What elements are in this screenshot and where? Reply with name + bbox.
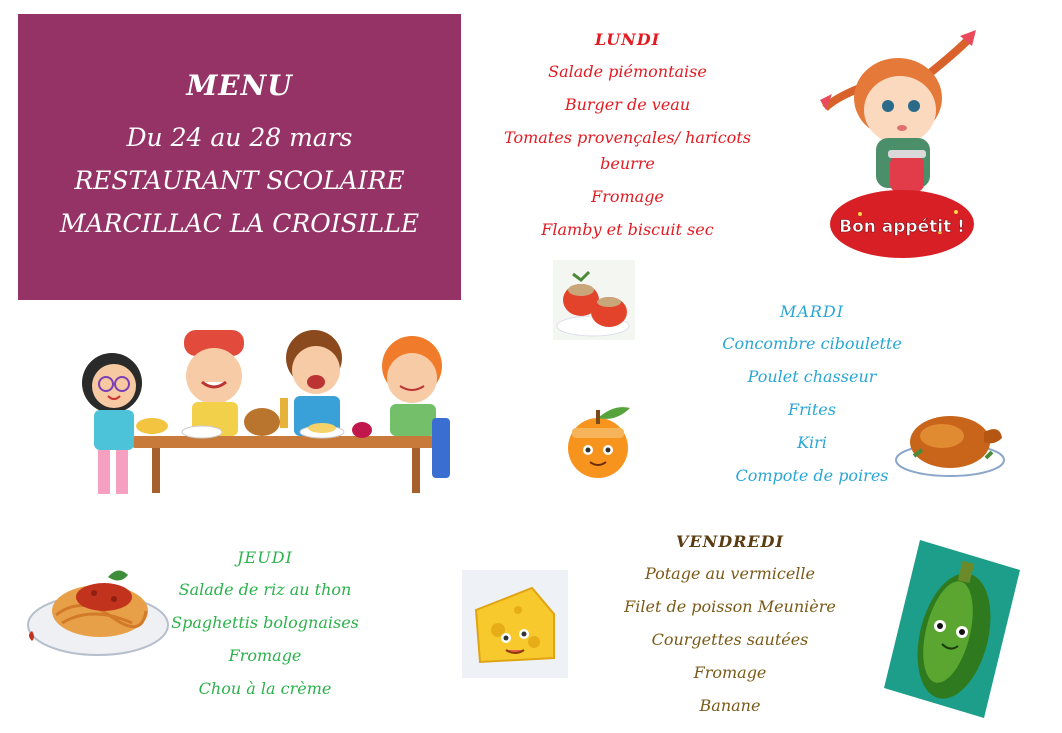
mardi-item: Concombre ciboulette — [722, 334, 902, 353]
mardi-item: Compote de poires — [735, 466, 889, 485]
jeudi-item: Fromage — [228, 646, 302, 665]
lundi-item: Tomates provençales/ haricots beurre — [504, 128, 751, 173]
mardi-day: MARDI — [779, 302, 845, 321]
lundi-item: Salade piémontaise — [548, 62, 707, 81]
lundi-menu — [490, 30, 765, 250]
vendredi-item: Banane — [699, 696, 761, 715]
vendredi-day: VENDREDI — [676, 532, 784, 551]
jeudi-item: Salade de riz au thon — [178, 580, 352, 599]
restaurant-name: RESTAURANT SCOLAIRE — [74, 166, 405, 195]
stuffed-tomatoes-icon — [553, 260, 635, 340]
jeudi-menu — [170, 548, 360, 709]
mardi-item: Poulet chasseur — [747, 367, 877, 386]
title-box — [18, 14, 461, 300]
roast-chicken-icon — [894, 402, 1009, 482]
location-name: MARCILLAC LA CROISILLE — [59, 209, 420, 238]
vendredi-item: Courgettes sautées — [651, 630, 809, 649]
kids-eating-icon — [72, 318, 462, 498]
mardi-menu — [712, 302, 912, 496]
zucchini-icon — [884, 540, 1020, 718]
jeudi-item: Chou à la crème — [198, 679, 332, 698]
cheese-icon — [462, 570, 568, 678]
menu-dates: Du 24 au 28 mars — [126, 123, 353, 152]
girl-bon-appetit-icon — [820, 28, 985, 263]
vendredi-menu — [610, 532, 850, 726]
vendredi-item: Filet de poisson Meunière — [624, 597, 836, 616]
lundi-item: Fromage — [591, 187, 664, 206]
spaghetti-icon — [22, 555, 172, 665]
apple-jar-icon — [562, 400, 636, 480]
menu-title: MENU — [186, 69, 293, 102]
mardi-item: Frites — [788, 400, 836, 419]
lundi-item: Burger de veau — [564, 95, 691, 114]
jeudi-item: Spaghettis bolognaises — [171, 613, 359, 632]
bon-appetit-label: Bon appétit ! — [839, 217, 965, 237]
lundi-day: LUNDI — [594, 30, 661, 49]
lundi-item: Flamby et biscuit sec — [541, 220, 714, 239]
jeudi-day: JEUDI — [237, 548, 293, 567]
vendredi-item: Fromage — [693, 663, 767, 682]
mardi-item: Kiri — [797, 433, 827, 452]
vendredi-item: Potage au vermicelle — [644, 564, 816, 583]
